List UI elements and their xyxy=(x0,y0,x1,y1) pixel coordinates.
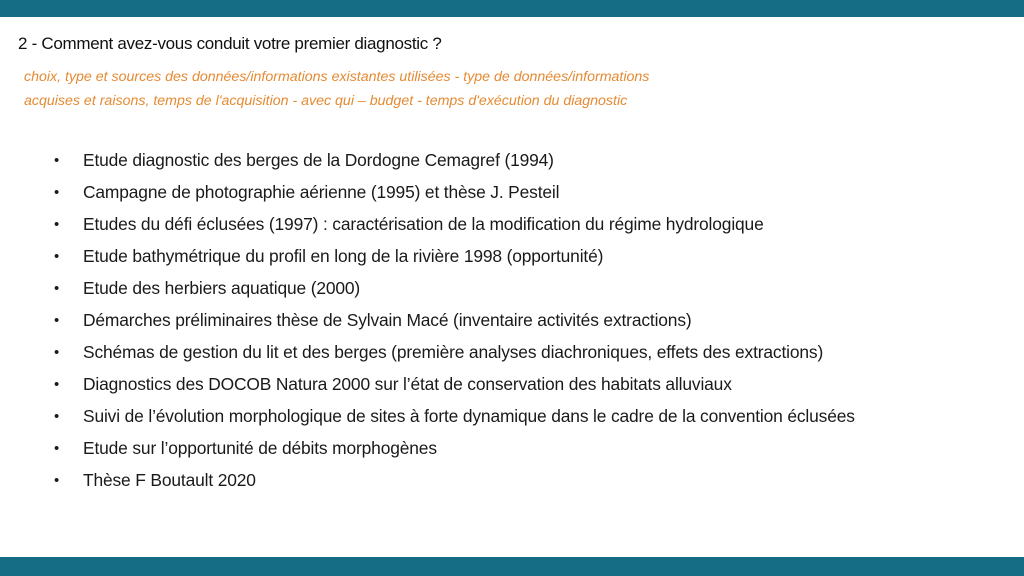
slide-title: 2 - Comment avez-vous conduit votre premier diagnostic ? xyxy=(18,34,442,53)
slide-subtitle xyxy=(24,65,844,113)
bullet-icon: • xyxy=(54,376,60,393)
bullet-text: Etudes du défi éclusées (1997) : caractérisation de la modification du régime hydrologique xyxy=(83,214,764,234)
bullet-text: Thèse F Boutault 2020 xyxy=(83,470,256,490)
bullet-item xyxy=(54,276,954,301)
bottom-footer-bar xyxy=(0,557,1024,576)
bullet-item xyxy=(54,468,954,493)
bullet-item xyxy=(54,308,954,333)
bullet-text: Etude bathymétrique du profil en long de la rivière 1998 (opportunité) xyxy=(83,246,604,266)
bullet-icon: • xyxy=(54,408,60,425)
bullet-item xyxy=(54,212,954,237)
bullet-text: Suivi de l’évolution morphologique de sites à forte dynamique dans le cadre de la convention éclusées xyxy=(83,406,855,426)
subtitle-line: acquises et raisons, temps de l'acquisition - avec qui – budget - temps d'exécution du diagnostic xyxy=(24,93,628,109)
bullet-item xyxy=(54,244,954,269)
bullet-text: Etude diagnostic des berges de la Dordogne Cemagref (1994) xyxy=(83,150,554,170)
bullet-text: Schémas de gestion du lit et des berges (première analyses diachroniques, effets des extractions) xyxy=(83,342,824,362)
bullet-item xyxy=(54,436,954,461)
bullet-item xyxy=(54,404,954,429)
bullet-icon: • xyxy=(54,312,60,329)
bullet-icon: • xyxy=(54,248,60,265)
bullet-item xyxy=(54,180,954,205)
bullet-icon: • xyxy=(54,472,60,489)
bullet-item xyxy=(54,340,954,365)
bullet-icon: • xyxy=(54,152,60,169)
bullet-item xyxy=(54,372,954,397)
bullet-icon: • xyxy=(54,216,60,233)
bullet-icon: • xyxy=(54,440,60,457)
bullet-list xyxy=(54,148,954,500)
top-header-bar xyxy=(0,0,1024,17)
bullet-text: Etude des herbiers aquatique (2000) xyxy=(83,278,361,298)
bullet-icon: • xyxy=(54,184,60,201)
subtitle-line: choix, type et sources des données/informations existantes utilisées - type de données/informations xyxy=(24,69,650,85)
bullet-icon: • xyxy=(54,280,60,297)
bullet-text: Campagne de photographie aérienne (1995) et thèse J. Pesteil xyxy=(83,182,560,202)
bullet-text: Démarches préliminaires thèse de Sylvain Macé (inventaire activités extractions) xyxy=(83,310,692,330)
bullet-text: Diagnostics des DOCOB Natura 2000 sur l’état de conservation des habitats alluviaux xyxy=(83,374,732,394)
bullet-icon: • xyxy=(54,344,60,361)
bullet-text: Etude sur l’opportunité de débits morphogènes xyxy=(83,438,437,458)
bullet-item xyxy=(54,148,954,173)
